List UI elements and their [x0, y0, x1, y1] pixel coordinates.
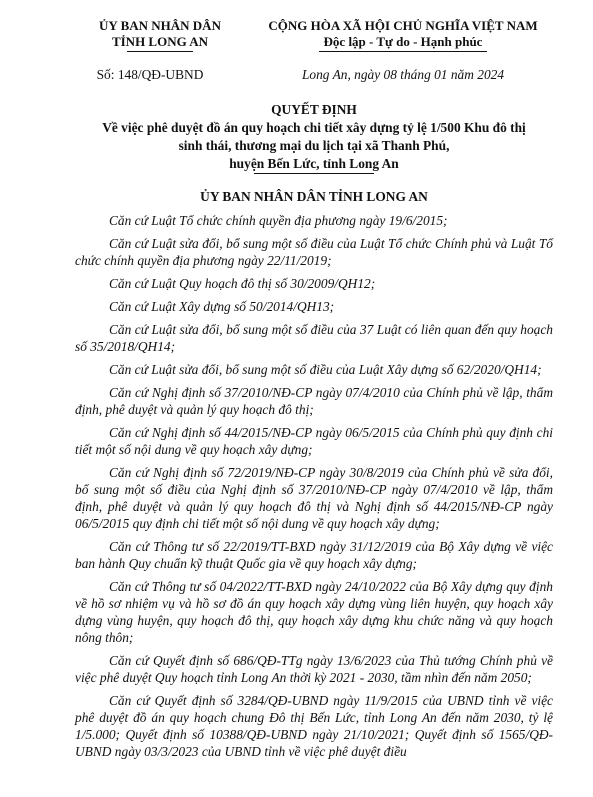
motto-underline [319, 51, 487, 52]
subject-line: sinh thái, thương mại du lịch tại xã Thanh Phú, [178, 138, 450, 153]
legal-basis-paragraph: Căn cứ Luật Quy hoạch đô thị số 30/2009/QH12; [109, 276, 376, 291]
agency-underline [127, 51, 193, 52]
document-title: QUYẾT ĐỊNH [271, 102, 357, 117]
agency-name-line2: TỈNH LONG AN [111, 34, 209, 49]
legal-basis [75, 212, 553, 760]
legal-basis-paragraph: Căn cứ Quyết định số 3284/QĐ-UBND ngày 11/9/2015 của UBND tỉnh về việc phê duyệt đồ án quy hoạch chung Đô thị Bến Lức, tỉnh Long An đến năm 2030, tỷ lệ 1/5.000; Quyết định số 10388/QĐ-UBND ngày 21/10/2021; Quyết định số 1565/QĐ-UBND ngày 03/3/2023 của UBND tỉnh về việc phê duyệt điều [75, 693, 553, 759]
legal-basis-paragraph: Căn cứ Luật sửa đổi, bổ sung một số điều của Luật Tổ chức Chính phủ và Luật Tổ chức chính quyền địa phương ngày 22/11/2019; [75, 236, 553, 268]
legal-basis-paragraph: Căn cứ Nghị định số 44/2015/NĐ-CP ngày 06/5/2015 của Chính phủ quy định chi tiết một số nội dung về quy hoạch xây dựng; [75, 425, 553, 457]
document-subject [75, 119, 553, 174]
country-name: CỘNG HÒA XÃ HỘI CHỦ NGHĨA VIỆT NAM [268, 18, 538, 33]
document-date: Long An, ngày 08 tháng 01 năm 2024 [301, 67, 505, 82]
legal-basis-paragraph: Căn cứ Quyết định số 686/QĐ-TTg ngày 13/6/2023 của Thủ tướng Chính phủ về việc phê duyệt Quy hoạch tỉnh Long An thời kỳ 2021 - 2030, tầm nhìn đến năm 2050; [75, 653, 553, 685]
legal-basis-paragraph: Căn cứ Thông tư số 04/2022/TT-BXD ngày 24/10/2022 của Bộ Xây dựng quy định về hồ sơ nhiệm vụ và hồ sơ đồ án quy hoạch xây dựng vùng liên huyện, quy hoạch xây dựng vùng huyện, quy hoạch đô thị, quy hoạch xây dựng khu chức năng và quy hoạch nông thôn; [75, 579, 553, 645]
national-motto: Độc lập - Tự do - Hạnh phúc [323, 34, 483, 49]
subject-line: Về việc phê duyệt đồ án quy hoạch chi tiết xây dựng tỷ lệ 1/500 Khu đô thị [102, 120, 526, 135]
document-header [75, 18, 553, 52]
legal-basis-paragraph: Căn cứ Thông tư số 22/2019/TT-BXD ngày 31/12/2019 của Bộ Xây dựng về việc ban hành Quy chuẩn kỹ thuật Quốc gia về quy hoạch xây dựng; [75, 539, 553, 571]
legal-basis-paragraph: Căn cứ Luật sửa đổi, bổ sung một số điều của Luật Xây dựng số 62/2020/QH14; [109, 362, 542, 377]
subject-underline [254, 173, 374, 174]
document-meta [75, 66, 553, 83]
legal-basis-paragraph: Căn cứ Nghị định số 72/2019/NĐ-CP ngày 30/8/2019 của Chính phủ về sửa đổi, bổ sung một số điều của Nghị định số 37/2010/NĐ-CP ngày 07/4/2010 về lập, thẩm định, phê duyệt và quản lý quy hoạch đô thị và Nghị định số 44/2015/NĐ-CP ngày 06/5/2015 quy định chi tiết một số nội dung về quy hoạch xây dựng; [75, 465, 553, 531]
legal-basis-paragraph: Căn cứ Nghị định số 37/2010/NĐ-CP ngày 07/4/2010 của Chính phủ về lập, thẩm định, phê duyệt và quản lý quy hoạch đô thị; [75, 385, 553, 417]
subject-line: huyện Bến Lức, tỉnh Long An [229, 156, 399, 171]
legal-basis-paragraph: Căn cứ Luật sửa đổi, bổ sung một số điều của 37 Luật có liên quan đến quy hoạch số 35/2018/QH14; [75, 322, 553, 354]
national-title [253, 18, 553, 52]
issuing-agency [75, 18, 245, 52]
document-number: Số: 148/QĐ-UBND [96, 67, 204, 82]
issuing-authority: ỦY BAN NHÂN DÂN TỈNH LONG AN [200, 189, 428, 204]
agency-name-line1: ỦY BAN NHÂN DÂN [99, 18, 221, 33]
legal-basis-paragraph: Căn cứ Luật Xây dựng số 50/2014/QH13; [109, 299, 335, 314]
legal-basis-paragraph: Căn cứ Luật Tổ chức chính quyền địa phương ngày 19/6/2015; [109, 213, 448, 228]
